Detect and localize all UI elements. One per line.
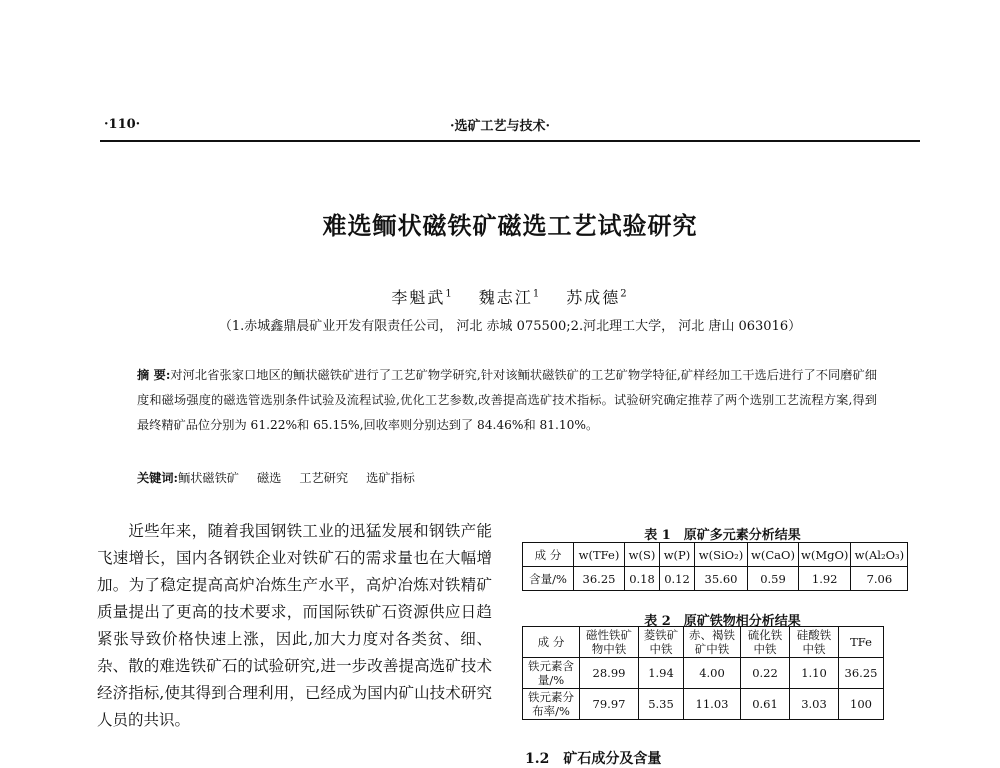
abstract-text: 对河北省张家口地区的鲕状磁铁矿进行了工艺矿物学研究,针对该鲕状磁铁矿的工艺矿物学特征,矿样经加工干选后进行了不同磨矿细度和磁场强度的磁选管选别条件试验及流程试验,优化工艺参数,改善提高选矿技术指标。试验研究确定推荐了两个选别工艺流程方案,得到最终精矿品位分别为 61.22%和 65.15%,回收率则分别达到了 84.46%和 81.10%。 <box>137 368 878 432</box>
header-rule <box>100 140 920 142</box>
author-affil-mark: 2 <box>620 288 629 300</box>
table-cell: 79.97 <box>580 689 639 720</box>
table-cell: 3.03 <box>790 689 839 720</box>
running-title: ·选矿工艺与技术· <box>450 119 551 134</box>
abstract <box>137 363 877 438</box>
author-name: 苏成德 <box>566 288 621 307</box>
table-cell: 1.94 <box>639 658 684 689</box>
table-header-cell: w(P) <box>660 543 695 567</box>
article-title: 难选鲕状磁铁矿磁选工艺试验研究 <box>322 212 698 240</box>
table-row <box>523 567 908 591</box>
table-cell: 11.03 <box>684 689 741 720</box>
table-cell: 5.35 <box>639 689 684 720</box>
table-cell: 28.99 <box>580 658 639 689</box>
table-header-cell: 磁性铁矿物中铁 <box>580 627 639 658</box>
table-header-cell: w(Al₂O₃) <box>851 543 908 567</box>
table2 <box>522 626 884 720</box>
table-header-cell: w(TFe) <box>574 543 625 567</box>
table-cell: 铁元素含量/% <box>523 658 580 689</box>
keywords <box>137 469 433 486</box>
table-cell: 0.18 <box>625 567 660 591</box>
author-list <box>100 285 920 308</box>
table-row <box>523 689 884 720</box>
body-paragraph <box>97 518 492 734</box>
page-number: ·110· <box>104 117 141 132</box>
table-header-cell: 菱铁矿中铁 <box>639 627 684 658</box>
table-header-cell: TFe <box>839 627 884 658</box>
table-header-cell: w(CaO) <box>748 543 799 567</box>
table-cell: 1.10 <box>790 658 839 689</box>
abstract-label: 摘 要: <box>137 368 171 382</box>
affiliation: （1.赤城鑫鼎晨矿业开发有限责任公司， 河北 赤城 075500;2.河北理工大学， 河北 唐山 063016） <box>218 319 802 334</box>
keyword: 鲕状磁铁矿 <box>178 471 239 485</box>
table-header-cell: 硅酸铁中铁 <box>790 627 839 658</box>
table-cell: 1.92 <box>799 567 851 591</box>
table-cell: 铁元素分布率/% <box>523 689 580 720</box>
table1-caption: 表 1 原矿多元素分析结果 <box>644 528 801 543</box>
table-row <box>523 627 884 658</box>
table-cell: 36.25 <box>574 567 625 591</box>
table-row <box>523 658 884 689</box>
section-heading: 1.2 矿石成分及含量 <box>525 751 662 767</box>
table-header-cell: 硫化铁中铁 <box>741 627 790 658</box>
author-affil-mark: 1 <box>445 288 454 300</box>
table-header-cell: 赤、褐铁矿中铁 <box>684 627 741 658</box>
body-paragraph-text: 近些年来，随着我国钢铁工业的迅猛发展和钢铁产能飞速增长，国内各钢铁企业对铁矿石的需求量也在大幅增加。为了稳定提高高炉冶炼生产水平，高炉冶炼对铁精矿质量提出了更高的技术要求，而国际铁矿石资源供应日趋紧张导致价格快速上涨，因此,加大力度对各类贫、细、杂、散的难选铁矿石的试验研究,进一步改善提高选矿技术经济指标,使其得到合理利用，已经成为国内矿山技术研究人员的共识。 <box>97 522 492 729</box>
table-header-cell: 成 分 <box>523 543 574 567</box>
keyword: 选矿指标 <box>366 471 415 485</box>
keyword: 磁选 <box>257 471 282 485</box>
table-header-cell: w(S) <box>625 543 660 567</box>
table-header-cell: 成 分 <box>523 627 580 658</box>
table2-caption: 表 2 原矿铁物相分析结果 <box>644 614 801 629</box>
table-cell: 4.00 <box>684 658 741 689</box>
table-cell: 35.60 <box>695 567 748 591</box>
table-header-cell: w(SiO₂) <box>695 543 748 567</box>
table-cell: 0.61 <box>741 689 790 720</box>
author-name: 魏志江 <box>478 288 533 307</box>
table-cell: 0.22 <box>741 658 790 689</box>
table-cell: 0.59 <box>748 567 799 591</box>
table1 <box>522 542 908 591</box>
table-row <box>523 543 908 567</box>
keywords-label: 关键词: <box>137 471 179 485</box>
table-cell: 7.06 <box>851 567 908 591</box>
table-header-cell: w(MgO) <box>799 543 851 567</box>
table-cell: 含量/% <box>523 567 574 591</box>
author-name: 李魁武 <box>391 288 446 307</box>
table-cell: 0.12 <box>660 567 695 591</box>
table-cell: 36.25 <box>839 658 884 689</box>
author-affil-mark: 1 <box>532 288 542 300</box>
table-cell: 100 <box>839 689 884 720</box>
keyword: 工艺研究 <box>299 471 349 485</box>
